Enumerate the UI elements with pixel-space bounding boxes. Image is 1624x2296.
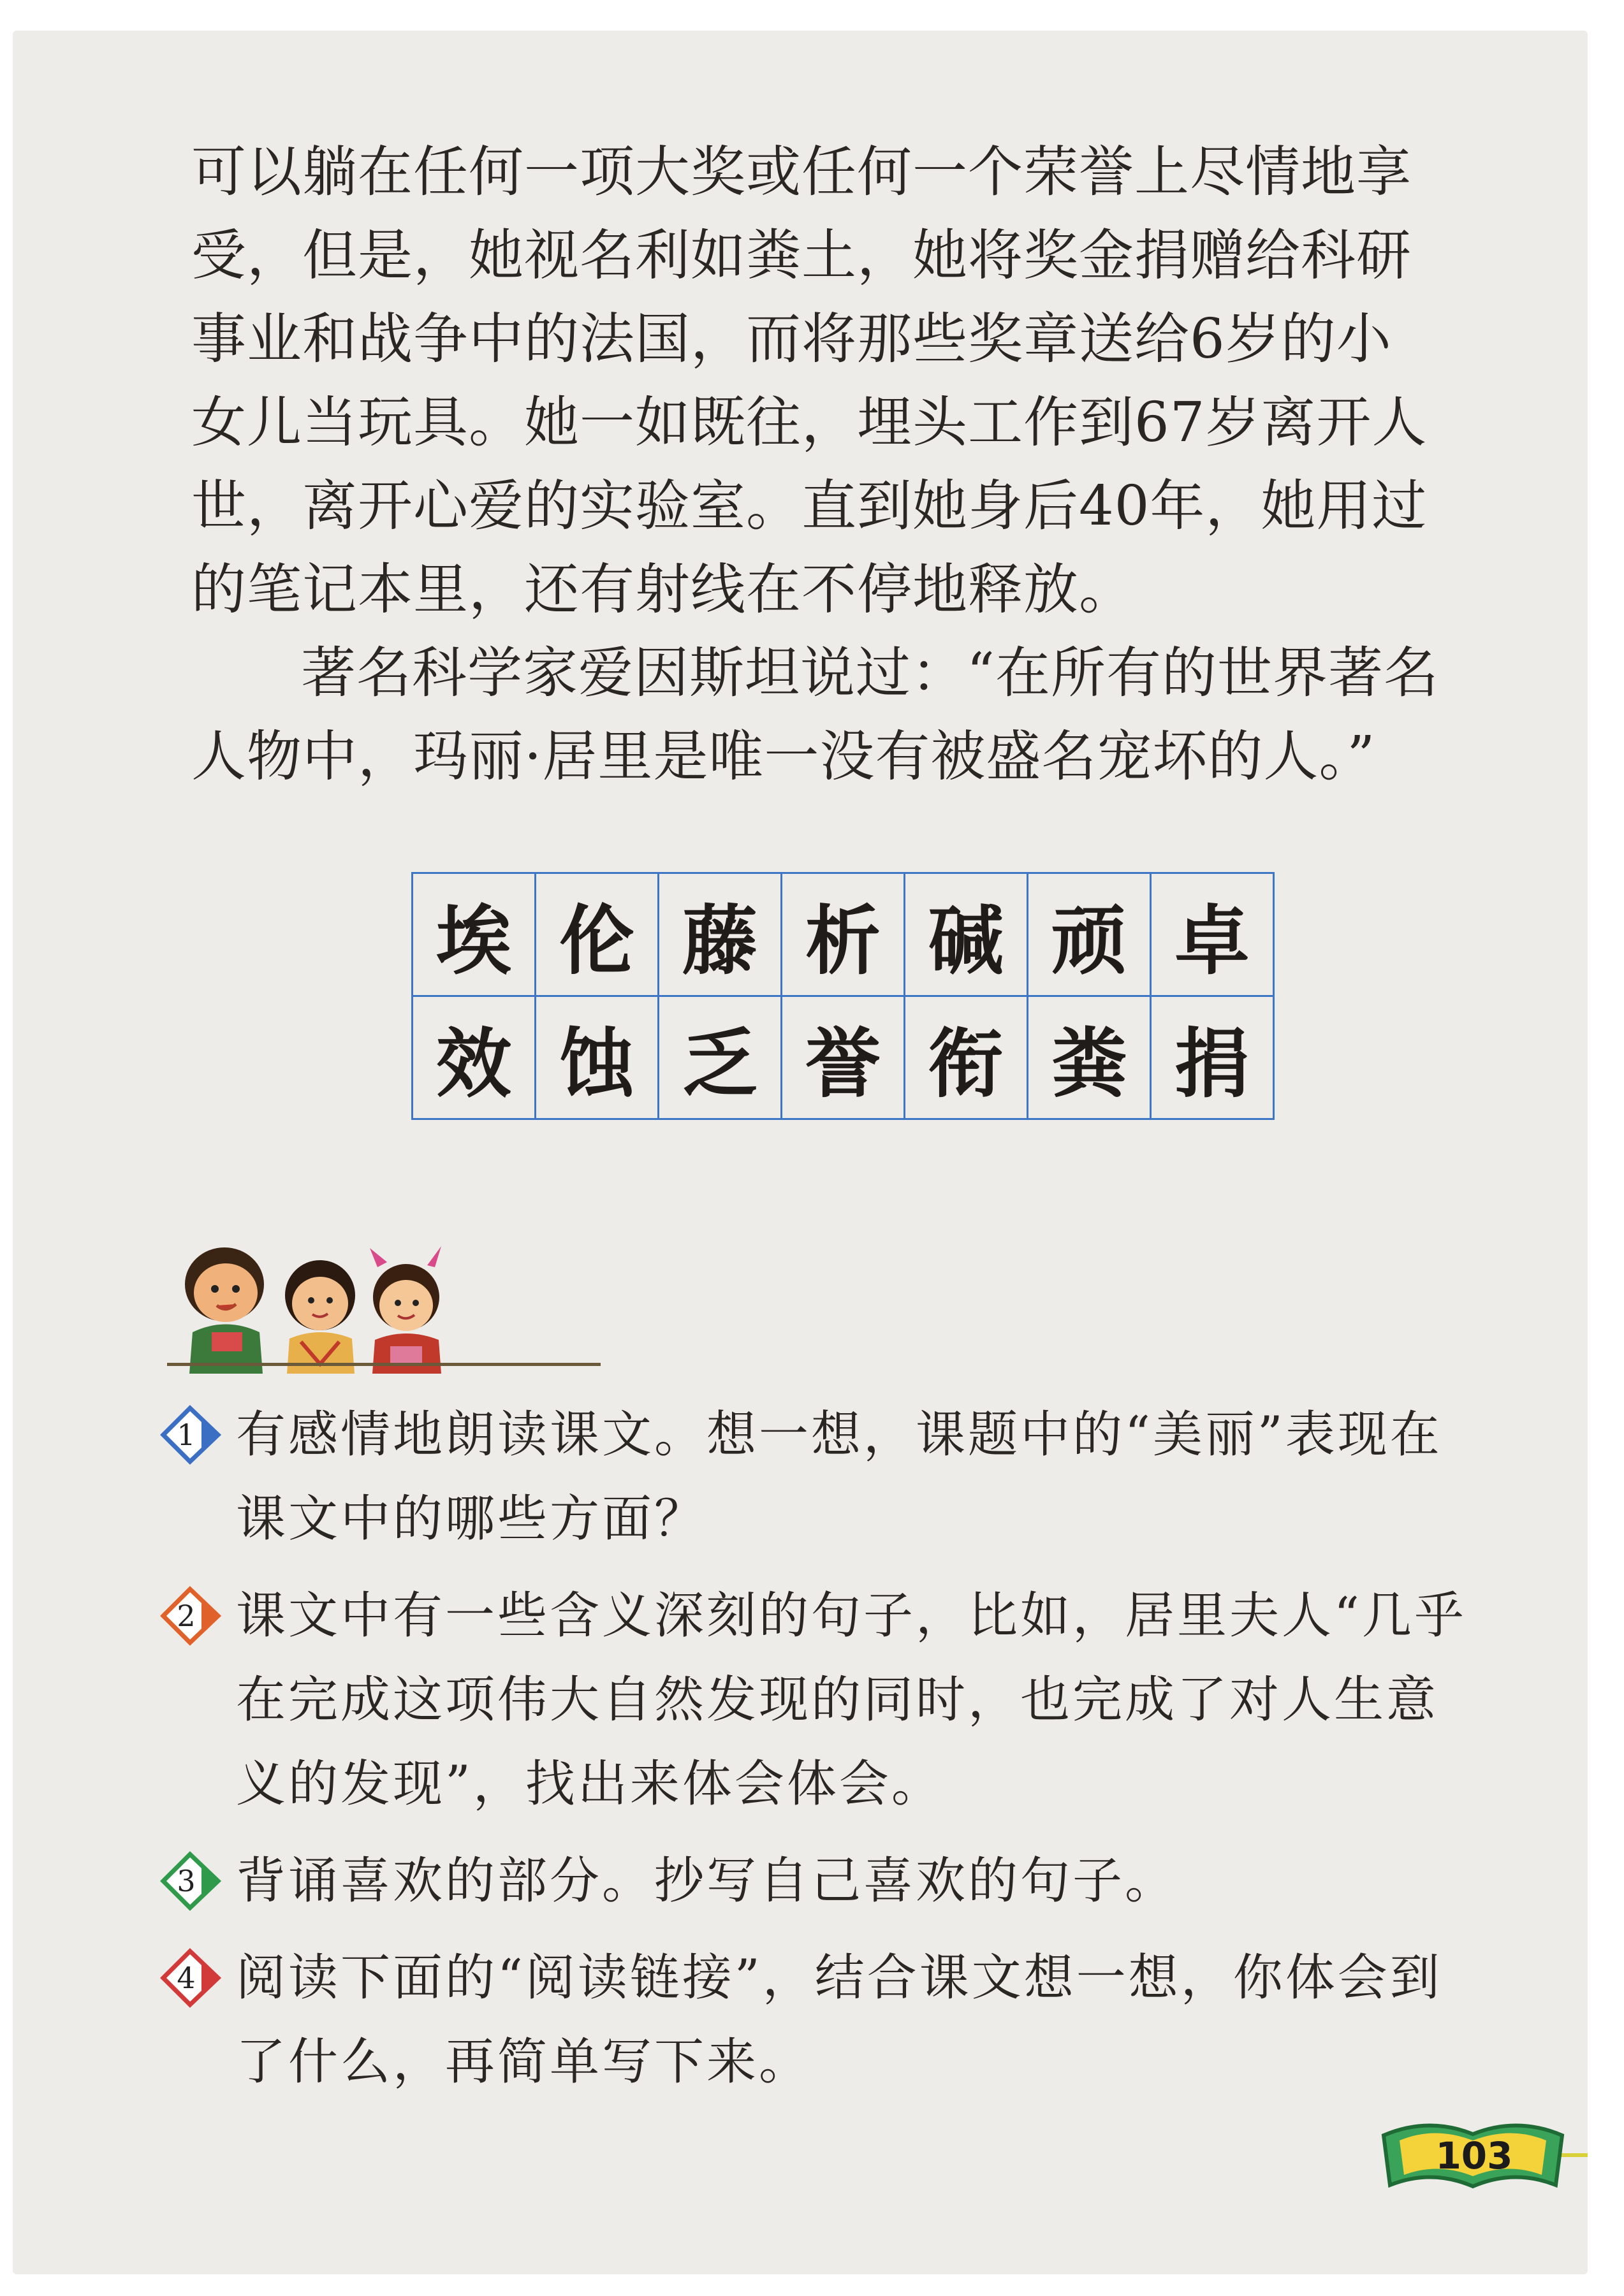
paragraph-2: 著名科学家爱因斯坦说过：“在所有的世界著名人物中，玛丽·居里是唯一没有被盛名宠坏的人。”	[191, 641, 1439, 788]
character-cell: 伦	[536, 873, 659, 996]
number-diamond-icon	[159, 1850, 231, 1912]
character-cell: 析	[782, 873, 905, 996]
question-item	[177, 1936, 1467, 2104]
question-text: 背诵喜欢的部分。抄写自己喜欢的句子。	[236, 1852, 1178, 1910]
question-text: 有感情地朗读课文。想一想，课题中的“美丽”表现在课文中的哪些方面？	[236, 1406, 1442, 1548]
page-number: 103	[1435, 2134, 1513, 2177]
character-cell: 藤	[659, 873, 782, 996]
exercise-questions	[177, 1393, 1467, 2117]
character-cell: 粪	[1028, 996, 1151, 1119]
section-divider-line	[167, 1363, 601, 1366]
character-cell: 衔	[905, 996, 1028, 1119]
paragraph-1: 可以躺在任何一项大奖或任何一个荣誉上尽情地享受，但是，她视名利如粪土，她将奖金捐赠给科研事业和战争中的法国，而将那些奖章送给6岁的小女儿当玩具。她一如既往，埋头工作到67岁离开人世，离开心爱的实验室。直到她身后40年，她用过的笔记本里，还有射线在不停地释放。	[191, 140, 1428, 621]
character-cell: 卓	[1151, 873, 1274, 996]
lesson-text	[191, 131, 1441, 799]
characters-row-2	[413, 996, 1274, 1119]
number-diamond-icon	[159, 1585, 231, 1646]
question-item	[177, 1839, 1467, 1923]
character-cell: 埃	[413, 873, 536, 996]
question-item	[177, 1393, 1467, 1561]
character-cell: 乏	[659, 996, 782, 1119]
svg-text:1: 1	[177, 1418, 198, 1452]
character-cell: 顽	[1028, 873, 1151, 996]
three-children-illustration-icon	[167, 1237, 467, 1374]
question-text: 课文中有一些含义深刻的句子，比如，居里夫人“几乎在完成这项伟大自然发现的同时，也完成了对人生意义的发现”，找出来体会体会。	[236, 1587, 1467, 1813]
svg-text:2: 2	[177, 1599, 198, 1633]
number-diamond-icon	[159, 1947, 231, 2009]
question-text: 阅读下面的“阅读链接”，结合课文想一想，你体会到了什么，再简单写下来。	[236, 1949, 1442, 2091]
characters-row-1	[413, 873, 1274, 996]
character-cell: 捐	[1151, 996, 1274, 1119]
character-cell: 蚀	[536, 996, 659, 1119]
character-cell: 效	[413, 996, 536, 1119]
number-diamond-icon	[159, 1404, 231, 1465]
question-item	[177, 1574, 1467, 1826]
character-cell: 誉	[782, 996, 905, 1119]
character-cell: 碱	[905, 873, 1028, 996]
book-page-badge-icon	[1371, 2110, 1575, 2196]
svg-text:3: 3	[177, 1864, 198, 1898]
svg-text:4: 4	[177, 1961, 198, 1995]
new-characters-grid	[411, 872, 1275, 1120]
